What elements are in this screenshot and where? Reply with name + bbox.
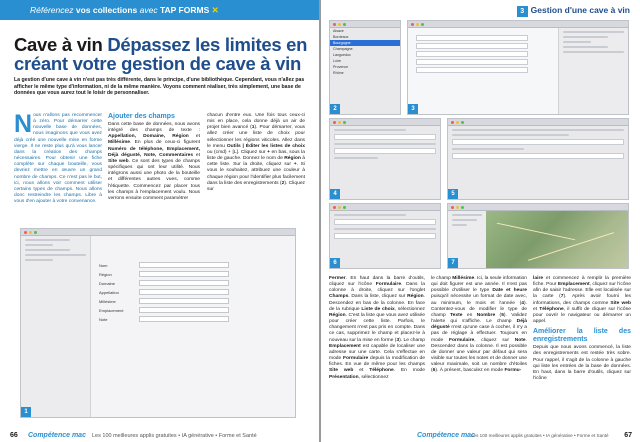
sidebar-row [452, 224, 467, 226]
zoom-dot-icon [343, 23, 346, 26]
screenshot-3-field-inspector [407, 20, 629, 115]
bold-text: Liste de choix [361, 306, 395, 312]
text: , cliquez sur l'icône afin de saisir l'adresse. Elle est localisée sur la carte ( [533, 282, 631, 300]
setting-field [334, 233, 436, 239]
column-1 [14, 110, 102, 205]
text: Une fois tous ceux-ci mis en place, cela donne déjà un air de projet bien avancé ( [207, 113, 305, 131]
text: en bas, sous la liste de gauche. Donnez le nom de [207, 149, 305, 162]
screenshot-1-form-layout [20, 228, 296, 418]
magazine-brand: Compétence mac [417, 432, 475, 439]
layout-area [412, 33, 532, 75]
minimize-dot-icon [29, 231, 32, 234]
figure-ref: 6 [432, 368, 436, 374]
text: et [193, 152, 201, 158]
close-dot-icon [451, 121, 454, 124]
bold-text: Région [407, 294, 424, 300]
figure-number: 1 [21, 407, 31, 417]
choice-item: Bordeaux [333, 35, 349, 39]
text: ( [495, 312, 502, 318]
text: n'est qu'une case à cocher, il n'y a pas de réglage à effectuer. Toujours en mode [431, 325, 527, 343]
minimize-dot-icon [416, 23, 419, 26]
text: et [533, 306, 540, 312]
sidebar-row [25, 249, 70, 251]
screenshot-5-field-type [447, 118, 629, 200]
setting-row [334, 157, 378, 159]
field-input [139, 271, 229, 277]
layout-field [416, 51, 528, 57]
window-titlebar [330, 119, 440, 126]
text: ou (cmd) + [L]. Cliquez sur [207, 149, 268, 155]
figure-ref: 1 [251, 125, 255, 131]
close-dot-icon [333, 23, 336, 26]
setting-field [452, 139, 624, 145]
screenshot-2-choice-list [329, 20, 401, 115]
zoom-dot-icon [343, 206, 346, 209]
setting-row [452, 134, 569, 136]
article-title [14, 35, 314, 73]
choice-item: Provence [333, 65, 349, 69]
figure-number: 2 [330, 104, 340, 114]
text: ). Le champ [399, 337, 425, 343]
magazine-brand: Compétence mac [28, 432, 86, 439]
article-intro: La gestion d'une cave à vin n'est pas très différente, dans le principe, d'une bibliothèque. Cependant, vous n'allez pas afficher le même type d'information, ni de la même manière. Voyons comment réaliser, très simplement, une base de données que vous aurez tout le loisir de personnaliser. [14, 77, 305, 97]
text: depuis la modification de fiches. En vue de même pour les champs [329, 356, 425, 368]
bold-text: Site web [329, 368, 354, 374]
setting-field [334, 148, 436, 154]
text: . Dans la colonne à droite, cliquez sur l'onglet [329, 282, 425, 294]
window-titlebar [408, 21, 628, 28]
text: . Dans la liste, cliquez sur [348, 294, 408, 300]
field-label: Appellation [99, 289, 119, 295]
figure-number: 3 [408, 104, 418, 114]
map-road [497, 223, 575, 241]
text: , cliquez sur [474, 337, 515, 343]
column-2 [108, 113, 200, 202]
setting-field [334, 134, 436, 140]
text: ). Après avoir fourni les informations, des champs comme [533, 294, 631, 306]
text: et commencez à remplir la première fiche. Pour [533, 276, 631, 288]
text: . C'est la liste que vous avez utilisée pour créer cette liste. Parfois, le changement n'est pas pris en compte. Dans ce cas, supprimez le champ et placez-le à nouveau sur la mise en forme ( [329, 312, 425, 343]
layout-field [416, 67, 528, 73]
dropcap: N [14, 110, 33, 138]
text: . En plus de ceux-ci figurent [130, 140, 200, 146]
column-4 [329, 276, 425, 381]
minimize-dot-icon [456, 121, 459, 124]
bold-text: Emplacement [329, 343, 361, 349]
bold-text: Emplacement [557, 282, 590, 288]
right-page [321, 0, 640, 442]
text: . Si vous le souhaitez, attribuez une couleur à chaque région pour l'identifier plus facilement dans la liste des enregistrements ( [207, 162, 305, 186]
zoom-dot-icon [461, 206, 464, 209]
bold-text: Millésime [108, 140, 131, 146]
field-label: Domaine [99, 280, 116, 286]
window-titlebar [448, 204, 628, 211]
text: . Ici, la seule information qui doit figurer est une année. Il n'est pas possible d'utiliser le type [431, 276, 527, 294]
inspector-row [563, 46, 608, 48]
left-footer [0, 430, 319, 442]
screenshot-6-rating [329, 203, 441, 269]
text: ). Cliquez sur [207, 180, 305, 192]
sidebar-row [25, 239, 70, 241]
column-5 [431, 276, 527, 375]
bold-text: Téléphone [369, 368, 394, 374]
close-dot-icon [333, 121, 336, 124]
left-page [0, 0, 319, 442]
layout-field [416, 35, 528, 41]
screenshot-4-date-format [329, 118, 441, 200]
sidebar-row [452, 219, 477, 221]
text: . Ce sont des types de champs spécifiques qui ont leur utilité. Nous intégrons aussi une photo de la bouteille et différentes autres vues, comme l'étiquette. Commencez par placer tous les champs à l'emplacement voulu. Nous verrons ensuite comment paramétrer [108, 158, 200, 201]
bold-text: Note [514, 337, 526, 343]
column-5-text [431, 276, 527, 375]
close-dot-icon [333, 206, 336, 209]
setting-row [452, 129, 624, 131]
figure-number: 7 [448, 258, 458, 268]
sidebar-row [25, 259, 53, 261]
bold-text: Formu- [504, 368, 522, 374]
issue-teaser: Les 100 meilleures applis gratuites • IA générative • Forme et Santé [92, 433, 257, 439]
section-number: 3 [517, 6, 528, 17]
bold-text: + [267, 149, 270, 155]
text: , sélectionnez [394, 306, 425, 312]
bold-text: + [293, 162, 297, 168]
column-4-text [329, 276, 425, 381]
text: , il suffit de cliquer sur l'icône pour ouvrir le navigateur ou démarrer un appel. [533, 306, 632, 325]
layout-field [416, 43, 528, 49]
setting-row [334, 228, 436, 230]
bold-text: Site web [108, 158, 129, 164]
inspector-row [563, 51, 624, 53]
field-label: Emplacement [99, 307, 124, 313]
inspector-row [563, 31, 624, 33]
zoom-dot-icon [421, 23, 424, 26]
form-field-row [99, 316, 289, 322]
field-label: Note [99, 316, 108, 322]
section-title: Gestion d'une cave à vin [530, 5, 630, 15]
bold-text: Formulaire [342, 356, 369, 362]
window-titlebar [330, 21, 400, 28]
band-highlight: vos collections [75, 5, 138, 15]
text: ). Contentez-vous de modifier le type de champ [431, 300, 527, 318]
close-dot-icon [451, 206, 454, 209]
band-x-icon: ✕ [211, 5, 219, 15]
form-field-row [99, 298, 289, 304]
text: Dans cette base de données, nous avons intégré des champs de texte : [108, 122, 200, 134]
text: et [353, 368, 370, 374]
sidebar-row [452, 214, 482, 216]
text: . En haut dans la barre d'outils, cliquez sur l'icône [329, 276, 425, 288]
column-6 [533, 276, 631, 382]
bold-text: Texte [450, 312, 463, 318]
form-field-row [99, 271, 289, 277]
window-titlebar [448, 119, 628, 126]
field-input [139, 316, 229, 322]
minimize-dot-icon [338, 23, 341, 26]
map-road [528, 232, 614, 261]
subhead-add-fields: Ajouter des champs [108, 113, 175, 120]
bold-text: Numéro de téléphone, Emplacement, Déjà dégusté, Note, Commentaires [108, 146, 200, 158]
bold-text: Présentation [329, 374, 359, 380]
setting-field [334, 219, 436, 225]
record-sidebar [21, 236, 91, 417]
minimize-dot-icon [338, 206, 341, 209]
form-field-row [99, 289, 289, 295]
text: ). Pour démarrer, vous allez créer une liste de choix pour sélectionner les régions viticoles. Allez dans le menu [207, 125, 305, 149]
bold-text: Site web [610, 300, 631, 306]
bold-text: laire [533, 276, 544, 281]
bold-text: Millésime [452, 276, 475, 281]
field-input [139, 280, 229, 286]
text: puisqu'il nécessite un format de date avec, au minimum, le mois et l'année ( [431, 294, 527, 306]
article-title-rest: Dépassez les limites en créant votre gestion de cave à vin [14, 34, 308, 74]
column-2-text [108, 122, 200, 202]
screenshot-7-location-map [447, 203, 629, 269]
inspector-row [563, 41, 591, 43]
bold-text: Outils | Éditer les listes de choix [226, 143, 305, 149]
choice-item: Alsace [333, 29, 344, 33]
choice-item-selected: Bourgogne [330, 40, 400, 46]
bold-text: Fermer [329, 276, 346, 281]
setting-row [452, 148, 524, 150]
close-dot-icon [411, 23, 414, 26]
text: ). À présent, basculez en mode [435, 368, 505, 374]
form-fields [99, 259, 289, 325]
figure-ref: 2 [281, 180, 285, 186]
field-input [139, 298, 229, 304]
figure-ref: 5 [501, 312, 504, 318]
choice-item: Languedoc [333, 53, 351, 57]
section-tag [517, 5, 630, 17]
figure-ref: 4 [521, 300, 524, 306]
band-connector: avec [139, 5, 158, 15]
layout-field [416, 59, 528, 65]
figure-ref: 7 [560, 294, 564, 300]
issue-teaser: Les 100 meilleures applis gratuites • IA générative • Forme et Santé [471, 433, 609, 438]
column-3-text [207, 113, 305, 193]
setting-field [452, 153, 624, 159]
figure-number: 5 [448, 189, 458, 199]
column-3 [207, 113, 305, 193]
text: . Descendez dans la colonne. Il est possible de donner une valeur par défaut qui sera visible sur toutes les notes et de donner une valeur maximale, soit un nombre d'étoiles ( [431, 337, 527, 374]
zoom-dot-icon [34, 231, 37, 234]
choice-item: Champagne [333, 47, 353, 51]
form-field-row [99, 280, 289, 286]
bold-text: Région [284, 156, 301, 162]
form-field-row [99, 307, 289, 313]
subhead-improve-list: Améliorer la liste des enregistrements [533, 328, 631, 344]
minimize-dot-icon [338, 121, 341, 124]
bold-text: Appellation, Domaine, Région [108, 134, 189, 140]
text: . En mode [393, 368, 426, 374]
field-input [139, 289, 229, 295]
field-label: Millésime [99, 298, 116, 304]
band-prefix: Référencez [30, 5, 74, 15]
page-number: 67 [624, 432, 632, 439]
band-product: TAP FORMS [159, 5, 210, 15]
field-input [139, 307, 229, 313]
window-titlebar [21, 229, 295, 236]
column-6-text [533, 276, 631, 325]
text: en [462, 312, 477, 318]
window-titlebar [330, 204, 440, 211]
column-6-text-2: Depuis que nous avons commencé, la liste des enregistrements est restée très sobre. Pour rappel, il s'agit de la colonne à gauche qui liste les entrées de la base de données. En haut, dans la barre d'outils, cliquez sur l'icône [533, 345, 631, 382]
form-field-row [99, 262, 289, 268]
text: le champ [431, 276, 453, 281]
field-input [139, 262, 229, 268]
field-label: Nom [99, 262, 108, 268]
sidebar-row [25, 244, 53, 246]
text: ). Validez l'alerte qui s'affiche. Le champ [431, 312, 527, 325]
bold-text: Formulaire [448, 337, 475, 343]
text: chacun d'entre eux. [207, 113, 253, 118]
figure-ref: 3 [396, 337, 400, 343]
choice-item: Rhône [333, 71, 344, 75]
page-number: 66 [10, 432, 18, 439]
bold-text: Région [329, 312, 346, 318]
field-label: Région [99, 271, 112, 277]
bold-text: Date et heure [492, 288, 527, 294]
right-footer [321, 430, 640, 442]
text: , sélectionnez [358, 374, 389, 380]
minimize-dot-icon [456, 206, 459, 209]
text: et [188, 134, 201, 140]
section-band-text [30, 5, 219, 16]
text: . Descendez en bas de la colonne. En face de la rubrique [329, 294, 425, 312]
setting-row [334, 214, 406, 216]
sidebar-row [25, 254, 86, 256]
text: est capable de localiser une adresse sur une carte. Cela s'effectue en mode [329, 343, 425, 362]
setting-row [334, 129, 406, 131]
bold-text: Déjà dégusté [431, 319, 527, 331]
figure-number: 6 [330, 258, 340, 268]
bold-text: Formulaire [375, 282, 402, 288]
choice-item: Loire [333, 59, 341, 63]
column-1-text: ous n'allons pas recommencer à zéro. Pour démarrer cette nouvelle base de données, nous imaginons que vous avez déjà créé une nouvelle mise en forme vierge. Il ne reste plus qu'à vous lancer dans la création des champs nécessaires. Pour obtenir une fiche complète sur chaque bouteille, vous devriez mettre en œuvre un grand nombre de champs. Ce n'est pas le but, ici, nous allons voir comment utiliser certains types de champs. Nous allons donc restreindre les champs. Libre à vous d'en ajouter à votre convenance. [14, 113, 102, 205]
figure-number: 4 [330, 189, 340, 199]
zoom-dot-icon [343, 121, 346, 124]
text: à cette liste. Sur la droite, cliquez sur [207, 156, 305, 168]
bold-text: Champs [329, 294, 349, 300]
inspector-row [563, 36, 608, 38]
bold-text: Nombre [476, 312, 496, 318]
article-title-bold: Cave à vin [14, 34, 103, 55]
bold-text: Téléphone [539, 306, 564, 312]
zoom-dot-icon [461, 121, 464, 124]
map-view [486, 211, 628, 268]
inspector-panel [558, 28, 628, 114]
setting-row [334, 143, 436, 145]
close-dot-icon [24, 231, 27, 234]
section-band [0, 0, 319, 20]
